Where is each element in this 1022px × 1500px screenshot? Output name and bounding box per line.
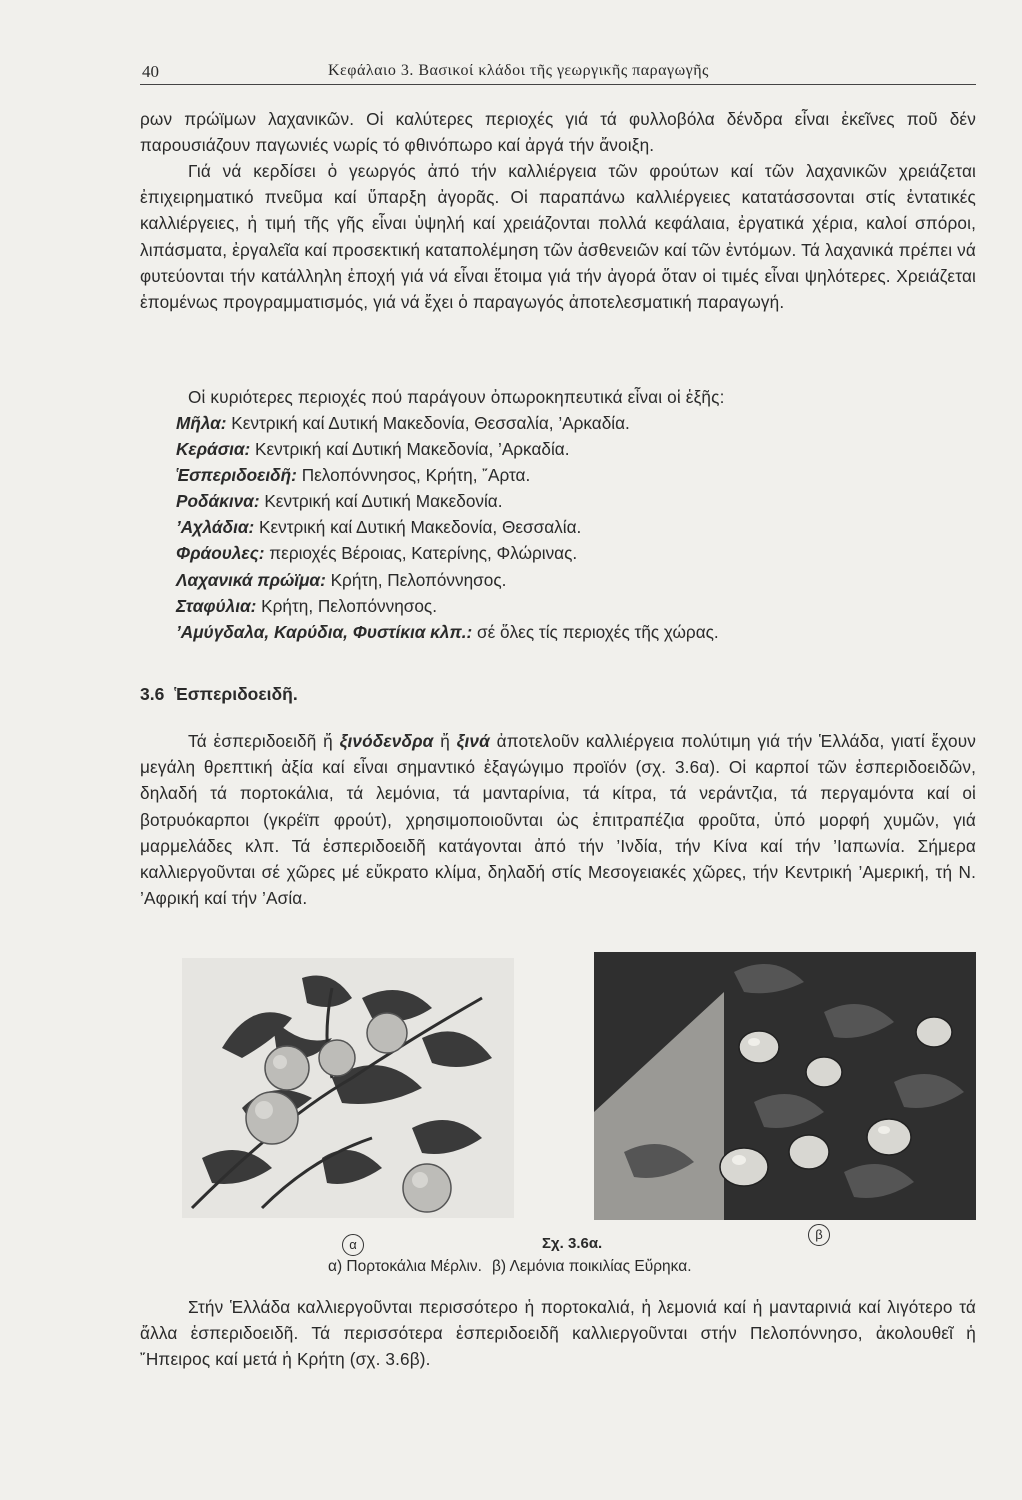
list-item — [176, 540, 976, 566]
fruit-name: Μῆλα: — [176, 413, 227, 433]
regions-intro: Οἱ κυριότερες περιοχές πού παράγουν ὀπωροκηπευτικά εἶναι οἱ ἑξῆς: — [188, 387, 725, 407]
fruit-name: ’Αμύγδαλα, Καρύδια, Φυστίκια κλπ.: — [176, 621, 473, 642]
list-item — [176, 567, 976, 593]
fruit-regions: Πελοπόννησος, Κρήτη, ῎Αρτα. — [301, 465, 531, 486]
caption-a: α) Πορτοκάλια Μέρλιν. — [328, 1258, 482, 1275]
photo-lemons — [594, 952, 976, 1220]
running-title: Κεφάλαιο 3. Βασικοί κλάδοι τῆς γεωργικῆς παραγωγῆς — [328, 62, 709, 79]
fruit-name: Σταφύλια: — [176, 595, 257, 616]
page-number: 40 — [142, 62, 159, 81]
figure-label: Σχ. 3.6α. — [542, 1235, 603, 1252]
list-item — [176, 436, 976, 462]
list-item — [176, 514, 976, 540]
citrus-term-1: ξινόδενδρα — [339, 731, 434, 751]
section-heading — [140, 684, 308, 705]
paragraph-3-block — [140, 384, 976, 410]
figure-caption — [140, 1228, 976, 1278]
fruit-regions: Κεντρική καί Δυτική Μακεδονία. — [264, 491, 503, 512]
list-item — [176, 462, 976, 488]
list-item — [176, 410, 976, 436]
photo-oranges — [182, 958, 514, 1218]
regions-list — [176, 410, 976, 645]
fruit-name: Φράουλες: — [176, 543, 265, 564]
fruit-regions: Κρήτη, Πελοπόννησος. — [261, 595, 437, 616]
section-title: Ἑσπεριδοειδῆ. — [174, 684, 298, 704]
fruit-name: Κεράσια: — [176, 439, 251, 460]
page-header — [140, 58, 976, 85]
citrus-text-3: ἀποτελοῦν καλλιέργεια πολύτιμη γιά τήν Ἑλλάδα, γιατί ἔχουν μεγάλη θρεπτική ἀξία καί εἶναι σημαντικό ἐξαγώγιμο προϊόν (σχ. 3.6α). Οἱ καρποί τῶν ἑσπεριδοειδῶν, δηλαδή τά πορτοκάλια, τά λεμόνια, τά μανταρίνια, τά κίτρα, τά νεράντζια, τά περγαμόντα καί οἱ βοτρυόκαρποι (γκρέϊπ φρούτ), χρησιμοποιοῦνται ὡς ἐπιτραπέζια φροῦτα, ὑπό μορφή χυμῶν, γιά μαρμελάδες κλπ. Τά ἑσπεριδοειδῆ κατάγονται ἀπό τήν ’Ινδία, τήν Κίνα καί τήν ’Ιαπωνία. Σήμερα καλλιεργοῦνται σέ χῶρες μέ εὔκρατο κλίμα, δηλαδή στίς Μεσογειακές χῶρες, τήν Κεντρική ’Αμερική, τή Ν. ’Αφρική καί τήν ’Ασία. — [140, 731, 977, 909]
citrus-paragraph-block — [140, 728, 976, 911]
fruit-name: Ἑσπεριδοειδῆ: — [176, 465, 297, 486]
fruit-regions: Κεντρική καί Δυτική Μακεδονία, ’Αρκαδία. — [255, 439, 570, 460]
citrus-text-1: Τά ἑσπεριδοειδῆ ἤ — [188, 731, 340, 751]
caption-text — [328, 1258, 702, 1276]
fruit-regions: περιοχές Βέροιας, Κατερίνης, Φλώρινας. — [269, 543, 578, 564]
fruit-regions: Κρήτη, Πελοπόννησος. — [330, 569, 507, 590]
fruit-regions: Κεντρική καί Δυτική Μακεδονία, Θεσσαλία. — [259, 517, 582, 538]
paragraph-1: ρων πρώϊμων λαχανικῶν. Οἱ καλύτερες περιοχές γιά τά φυλλοβόλα δένδρα εἶναι ἐκεῖνες ποῦ δέν παρουσιάζουν παγωνιές νωρίς τό φθινόπωρο καί ἀργά τήν ἄνοιξη. — [140, 109, 976, 156]
marker-b: β — [808, 1224, 830, 1246]
fruit-regions: σέ ὅλες τίς περιοχές τῆς χώρας. — [476, 621, 719, 642]
citrus-text-2: ἤ — [433, 731, 457, 751]
oranges-image — [182, 958, 514, 1218]
section-number: 3.6 — [140, 684, 165, 704]
paragraph-2-block — [140, 158, 976, 315]
citrus-paragraph — [140, 728, 976, 911]
lemons-image — [594, 952, 976, 1220]
list-item — [176, 619, 976, 645]
marker-a: α — [342, 1234, 364, 1256]
fruit-name: ’Αχλάδια: — [176, 517, 255, 538]
caption-b: β) Λεμόνια ποικιλίας Εὔρηκα. — [491, 1258, 692, 1275]
fruit-regions: Κεντρική καί Δυτική Μακεδονία, Θεσσαλία, ’Αρκαδία. — [231, 413, 630, 433]
list-item — [176, 488, 976, 514]
fruit-name: Ροδάκινα: — [176, 491, 260, 512]
closing-paragraph-block — [140, 1294, 976, 1373]
paragraph-2: Γιά νά κερδίσει ὁ γεωργός ἀπό τήν καλλιέργεια τῶν φρούτων καί τῶν λαχανικῶν χρειάζεται ἐπιχειρηματικό πνεῦμα καί ὕπαρξη ἀγορᾶς. Οἱ παραπάνω καλλιέργειες κατατάσσονται στίς ἐντατικές καλλιέργειες, ἡ τιμή τῆς γῆς εἶναι ὑψηλή καί χρειάζονται πολλά κεφάλαια, ἐργατικά χέρια, καλοί σπόροι, λιπάσματα, ἐργαλεῖα καί προσεκτική καταπολέμηση τῶν ἀσθενειῶν καί τῶν ἐντόμων. Τά λαχανικά πρέπει νά φυτεύονται τήν κατάλληλη ἐποχή γιά νά εἶναι ἕτοιμα γιά τήν ἀγορά ὅταν οἱ τιμές εἶναι ψηλότερες. Χρειάζεται ἑπομένως προγραμματισμός, γιά νά ἔχει ὁ παραγωγός ἀποτελεσματική παραγωγή. — [140, 161, 976, 313]
citrus-term-2: ξινά — [456, 731, 490, 751]
paragraph-1-block — [140, 106, 976, 158]
fruit-name: Λαχανικά πρώϊμα: — [176, 569, 326, 590]
list-item — [176, 593, 976, 619]
closing-paragraph: Στήν Ἑλλάδα καλλιεργοῦνται περισσότερο ἡ πορτοκαλιά, ἡ λεμονιά καί ἡ μανταρινιά καί λιγότερο τά ἄλλα ἑσπεριδοειδῆ. Τά περισσότερα ἑσπεριδοειδῆ καλλιεργοῦνται στήν Πελοπόννησο, ἀκολουθεῖ ἡ ῎Ηπειρος καί μετά ἡ Κρήτη (σχ. 3.6β). — [140, 1297, 976, 1370]
